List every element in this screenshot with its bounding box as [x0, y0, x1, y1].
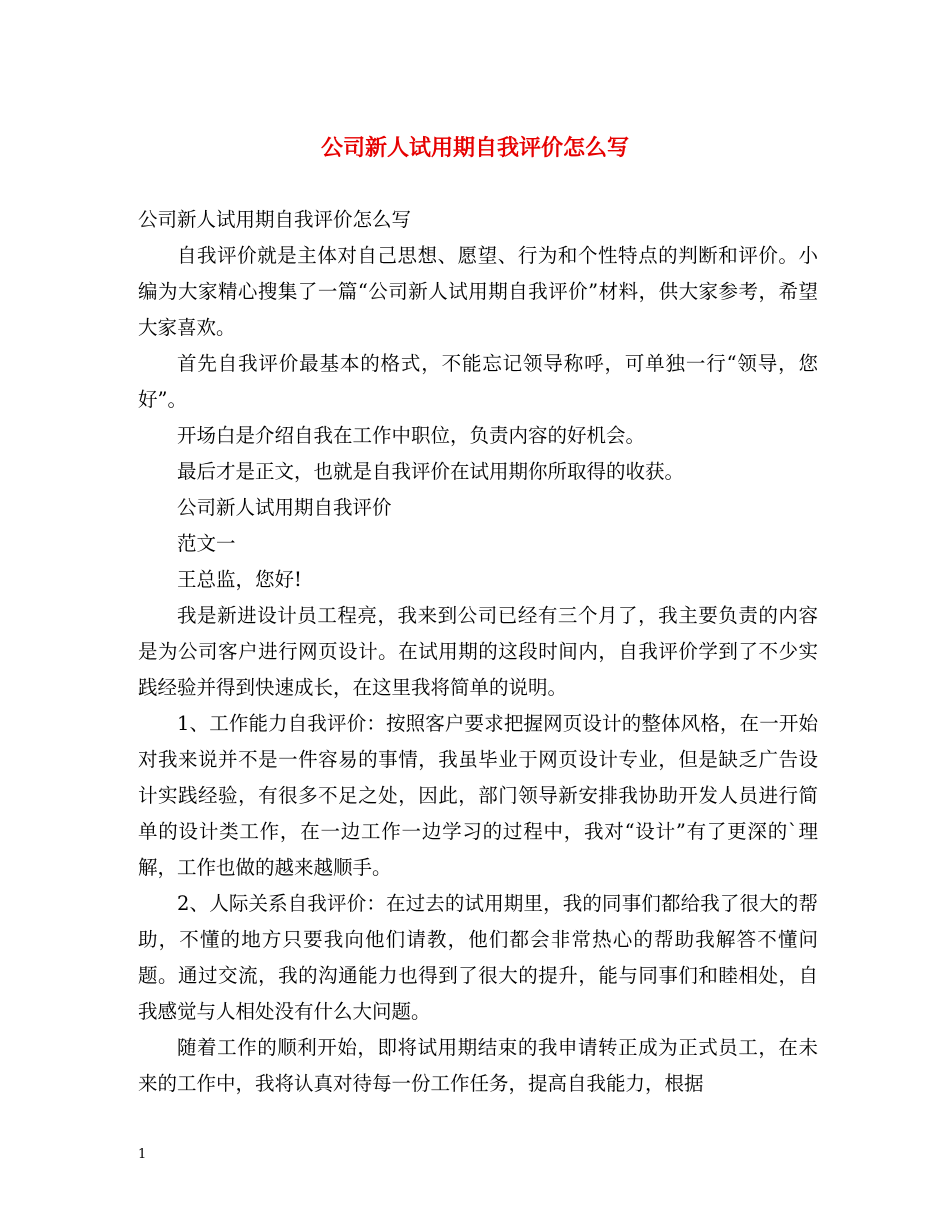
page-number: 1	[138, 1147, 147, 1162]
body-paragraph: 王总监，您好!	[177, 568, 302, 591]
body-paragraph: 最后才是正文，也就是自我评价在试用期你所取得的收获。	[177, 460, 685, 483]
body-paragraph: 公司新人试用期自我评价怎么写	[138, 208, 412, 231]
document-title: 公司新人试用期自我评价怎么写	[320, 135, 629, 161]
body-paragraph: 公司新人试用期自我评价	[177, 496, 392, 519]
body-paragraph: 自我评价就是主体对自己思想、愿望、行为和个性特点的判断和评价。小编为大家精心搜集了一篇“公司新人试用期自我评价”材料，供大家参考，希望大家喜欢。	[138, 244, 818, 339]
document-body	[138, 202, 818, 1102]
body-paragraph: 范文一	[177, 532, 236, 555]
body-paragraph: 2、人际关系自我评价：在过去的试用期里，我的同事们都给我了很大的帮助，不懂的地方只要我向他们请教，他们都会非常热心的帮助我解答不懂问题。通过交流，我的沟通能力也得到了很大的提升，能与同事们和睦相处，自我感觉与人相处没有什么大问题。	[138, 892, 818, 1023]
body-paragraph: 随着工作的顺利开始，即将试用期结束的我申请转正成为正式员工，在未来的工作中，我将认真对待每一份工作任务，提高自我能力，根据	[138, 1036, 818, 1095]
body-paragraph: 开场白是介绍自我在工作中职位，负责内容的好机会。	[177, 424, 646, 447]
body-paragraph: 首先自我评价最基本的格式，不能忘记领导称呼，可单独一行“领导，您好”。	[138, 352, 818, 411]
body-paragraph: 我是新进设计员工程亮，我来到公司已经有三个月了，我主要负责的内容是为公司客户进行网页设计。在试用期的这段时间内，自我评价学到了不少实践经验并得到快速成长，在这里我将简单的说明。	[138, 604, 818, 699]
body-paragraph: 1、工作能力自我评价：按照客户要求把握网页设计的整体风格，在一开始对我来说并不是一件容易的事情，我虽毕业于网页设计专业，但是缺乏广告设计实践经验，有很多不足之处，因此，部门领导新安排我协助开发人员进行简单的设计类工作，在一边工作一边学习的过程中，我对“设计”有了更深的`理解，工作也做的越来越顺手。	[138, 712, 818, 879]
